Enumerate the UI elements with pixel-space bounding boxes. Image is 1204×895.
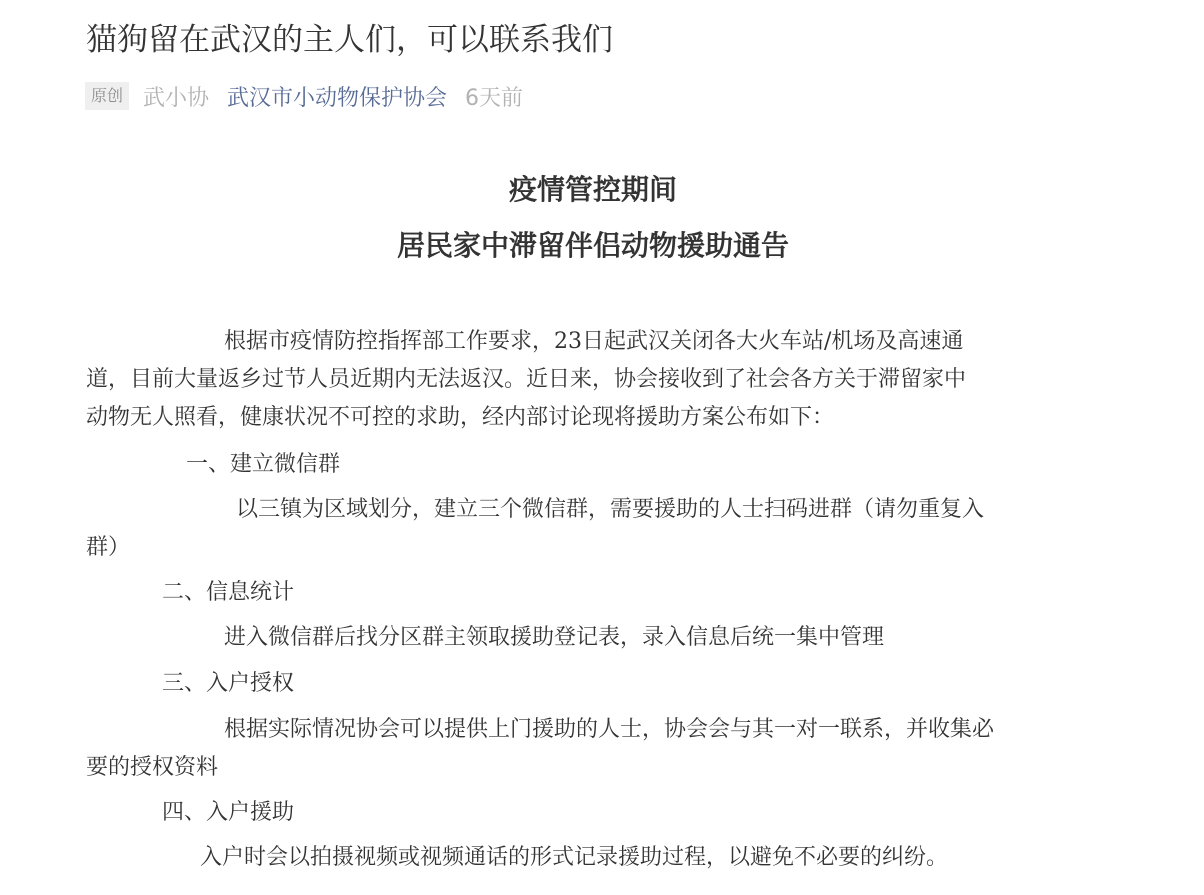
section-body-line: 要的授权资料 (86, 755, 219, 780)
article-meta (85, 80, 523, 112)
intro-line: 动物无人照看，健康状况不可控的求助，经内部讨论现将援助方案公布如下： (86, 405, 835, 430)
section-title: 四、入户援助 (162, 800, 295, 825)
section-title: 二、信息统计 (162, 580, 295, 605)
notice-heading-line1: 疫情管控期间 (508, 173, 677, 206)
author-name: 武小协 (143, 85, 210, 111)
account-name-link[interactable]: 武汉市小动物保护协会 (227, 85, 448, 111)
section-body-line: 入户时会以拍摄视频或视频通话的形式记录援助过程，以避免不必要的纠纷。 (200, 845, 949, 870)
original-badge: 原创 (85, 82, 129, 110)
section-title: 三、入户授权 (162, 671, 295, 696)
section-body-line: 群） (86, 535, 131, 560)
article-title: 猫狗留在武汉的主人们，可以联系我们 (86, 22, 613, 58)
intro-line: 道，目前大量返乡过节人员近期内无法返汉。近日来，协会接收到了社会各方关于滞留家中 (86, 367, 967, 392)
section-title: 一、建立微信群 (186, 452, 341, 477)
intro-paragraph (86, 323, 1096, 437)
section-body (86, 491, 1096, 567)
publish-time: 6天前 (465, 85, 524, 111)
section-body-line: 进入微信群后找分区群主领取援助登记表，录入信息后统一集中管理 (224, 625, 885, 650)
section-body-line: 以三镇为区域划分，建立三个微信群，需要援助的人士扫码进群（请勿重复入 (236, 497, 985, 522)
intro-line: 根据市疫情防控指挥部工作要求，23日起武汉关闭各大火车站/机场及高速通 (224, 329, 964, 354)
section-body (86, 711, 1096, 787)
notice-heading-line2: 居民家中滞留伴侣动物援助通告 (396, 229, 789, 262)
section-body-line: 根据实际情况协会可以提供上门援助的人士，协会会与其一对一联系，并收集必 (224, 717, 995, 742)
